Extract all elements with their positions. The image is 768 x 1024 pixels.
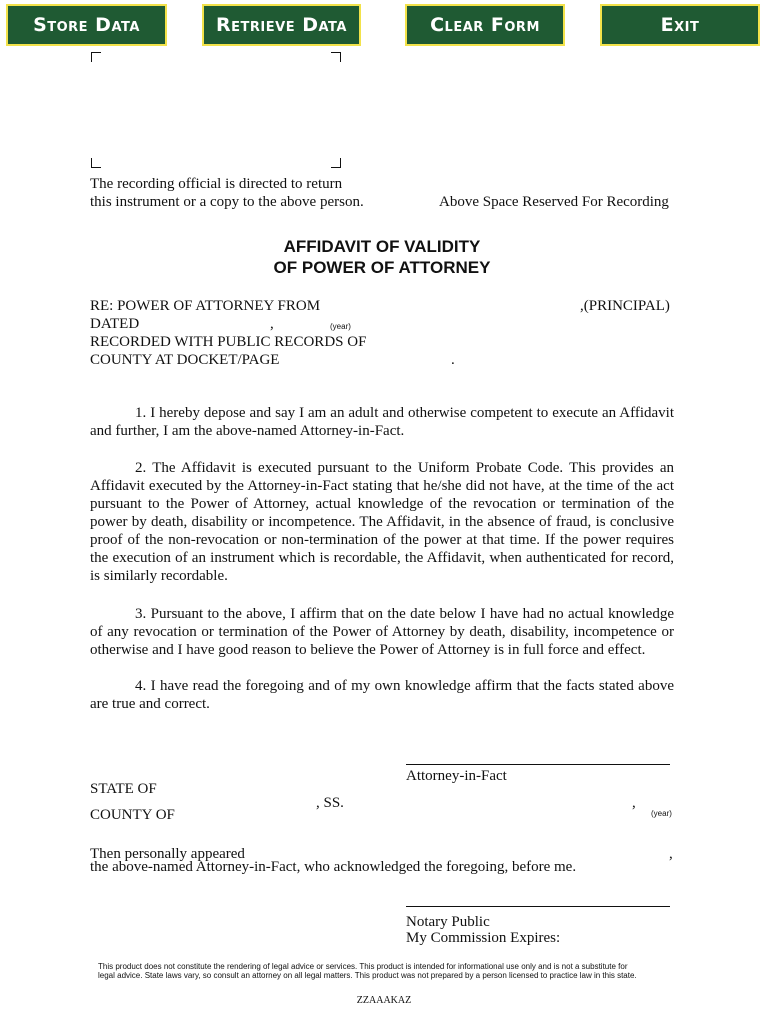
paragraph-1: 1. I hereby depose and say I am an adult and otherwise competent to execute an Affidavit and further, I am the above-named Attorney-in-Fact.	[90, 405, 674, 439]
paragraph-3: 3. Pursuant to the above, I affirm that on the date below I have had no actual knowledge of any revocation or termination of the Power of Attorney by death, disability, incompetence or otherwise and I have good reason to believe the Power of Attorney is in full force and effect.	[90, 606, 674, 658]
dated-comma: ,	[270, 316, 274, 332]
appeared-comma: ,	[669, 846, 673, 862]
attorney-in-fact-label: Attorney-in-Fact	[406, 768, 507, 784]
store-data-button[interactable]: Store Data	[6, 4, 167, 46]
disclaimer-line2: legal advice. State laws vary, so consult an attorney on all legal matters. This product was not prepared by a person licensed to practice law in this state.	[98, 971, 637, 980]
acknowledged-statement: the above-named Attorney-in-Fact, who acknowledged the foregoing, before me.	[90, 859, 577, 875]
dated-label: DATED	[90, 316, 140, 332]
date-comma: ,	[632, 795, 636, 811]
recorded-with-label: RECORDED WITH PUBLIC RECORDS OF	[90, 334, 367, 350]
attorney-signature-line	[406, 764, 670, 765]
ss-label: , SS.	[316, 795, 344, 811]
reserved-space-label: Above Space Reserved For Recording	[439, 194, 669, 210]
return-instruction-line1: The recording official is directed to return	[90, 176, 343, 192]
county-docket-label: COUNTY AT DOCKET/PAGE	[90, 352, 280, 368]
county-of-label: COUNTY OF	[90, 807, 175, 823]
personally-appeared-label: Then personally appeared	[90, 846, 245, 862]
notary-signature-line	[406, 906, 670, 907]
retrieve-data-button[interactable]: Retrieve Data	[202, 4, 361, 46]
paragraph-2: 2. The Affidavit is executed pursuant to the Uniform Probate Code. This provides an Affidavit executed by the Attorney-in-Fact stating that he/she did not have, at the time of the act pursuant to the Power of Attorney, actual knowledge of the revocation or termination of the power by death, disability or incompetence. The Affidavit, in the absence of fraud, is conclusive proof of the non-revocation or non-termination of the power at that time. If the power requires the execution of an instrument which is recordable, the Affidavit, when authenticated for record, is similarly recordable.	[90, 460, 674, 584]
corner-mark-top-left	[91, 52, 101, 62]
clear-form-button[interactable]: Clear Form	[405, 4, 565, 46]
corner-mark-bottom-right	[331, 158, 341, 168]
notary-public-label: Notary Public	[406, 914, 490, 930]
corner-mark-top-right	[331, 52, 341, 62]
commission-expires-label: My Commission Expires:	[406, 930, 561, 946]
state-of-label: STATE OF	[90, 781, 157, 797]
document-title-line2: OF POWER OF ATTORNEY	[273, 258, 491, 277]
return-instruction-line2: this instrument or a copy to the above person.	[90, 194, 364, 210]
docket-period: .	[451, 352, 455, 368]
exit-button[interactable]: Exit	[600, 4, 760, 46]
document-title-line1: AFFIDAVIT OF VALIDITY	[283, 237, 481, 256]
dated-year-label: (year)	[330, 322, 351, 331]
re-power-of-attorney-from: RE: POWER OF ATTORNEY FROM	[90, 298, 321, 314]
notary-year-label: (year)	[651, 809, 672, 818]
principal-label: ,(PRINCIPAL)	[580, 298, 670, 314]
paragraph-4: 4. I have read the foregoing and of my own knowledge affirm that the facts stated above are true and correct.	[90, 678, 674, 712]
corner-mark-bottom-left	[91, 158, 101, 168]
form-code: ZZAAAKAZ	[356, 995, 412, 1006]
disclaimer-line1: This product does not constitute the rendering of legal advice or services. This product is intended for informational use only and is not a substitute for	[98, 962, 628, 971]
